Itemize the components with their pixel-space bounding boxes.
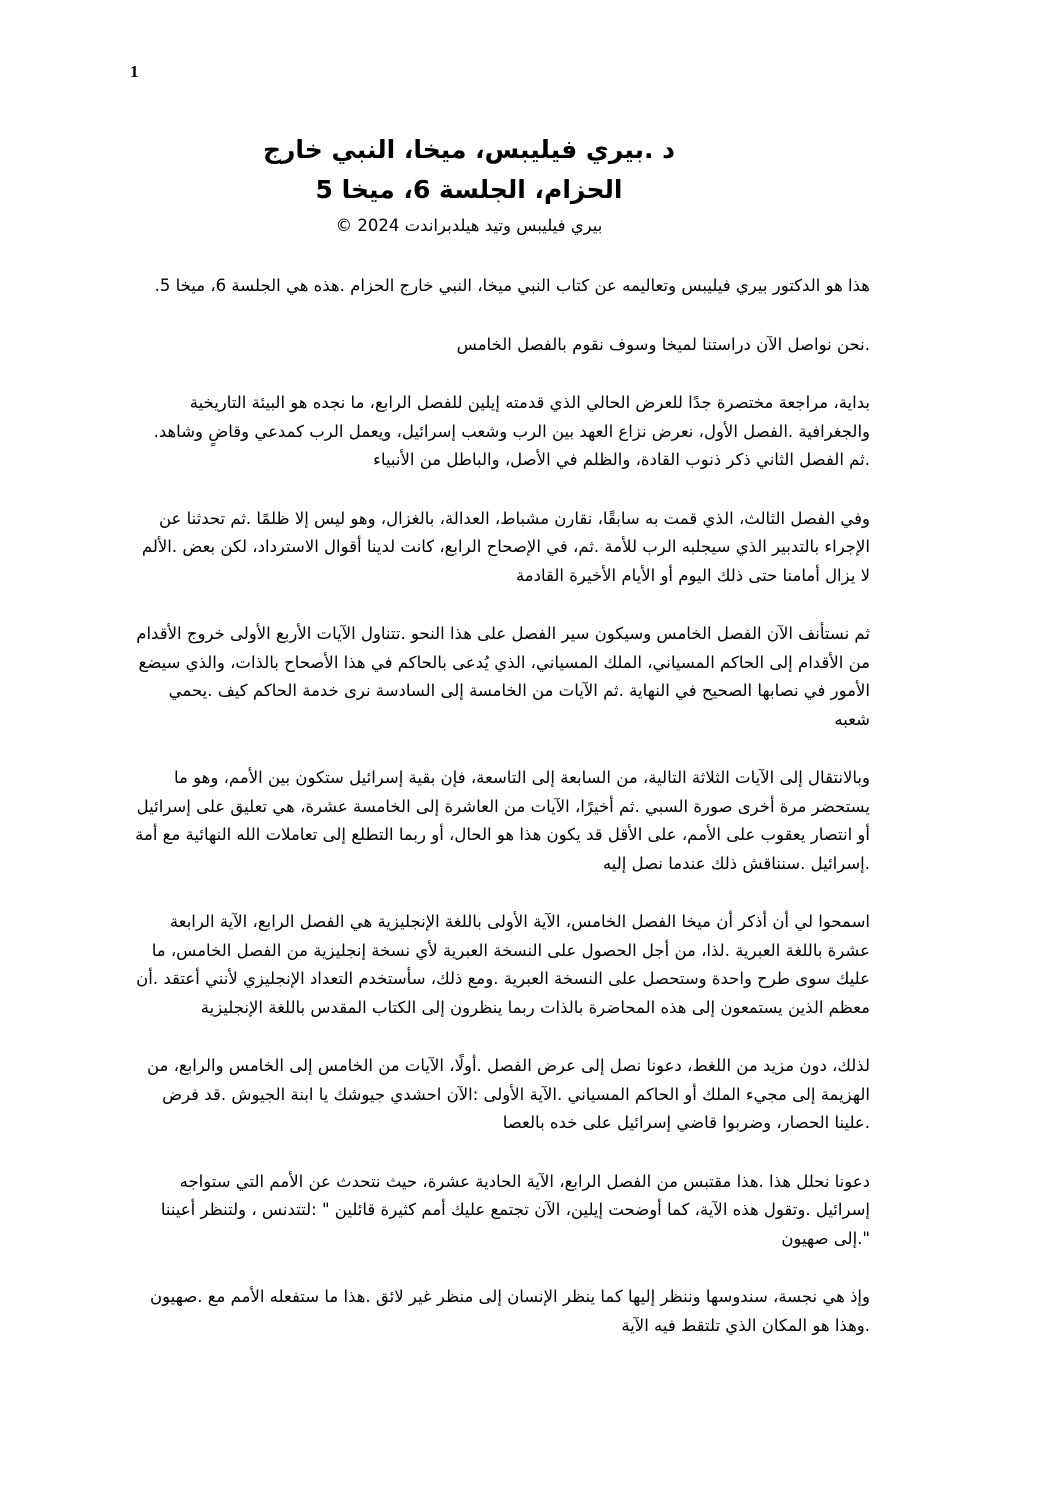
paragraph: دعونا نحلل هذا .هذا مقتبس من الفصل الرابع، الآية الحادية عشرة، حيث نتحدث عن الأمم التي ستواجه إسرائيل .وتقول هذه الآية، كما أوضحت إيلين، الآن تجتمع عليك أمم كثيرة قائلين " :لتتدنس ، ولتنظر أعيننا ".إلى صهيون [160,1171,870,1248]
paragraph: بداية، مراجعة مختصرة جدًا للعرض الحالي الذي قدمته إيلين للفصل الرابع، ما نجده هو البيئة التاريخية والجغرافية .الفصل الأول، نعرض نزاع العهد بين الرب وشعب إسرائيل، ويعمل الرب كمدعي وقاضٍ وشاهد. .ثم الفصل الثاني ذكر ذنوب القادة، والظلم في الأصل، والباطل من الأنبياء [153,393,870,469]
page-number: 1 [130,62,139,81]
paragraph: لذلك، دون مزيد من اللغط، دعونا نصل إلى عرض الفصل .أولًا، الآيات من الخامس إلى الخامس والرابع، من الهزيمة إلى مجيء الملك أو الحاكم المسياني .الآية الأولى :الآن احشدي جيوشك يا ابنة الجيوش .قد فرض .علينا الحصار، وضربوا قاضي إسرائيل على خده بالعصا [146,1056,870,1132]
paragraph: وبالانتقال إلى الآيات الثلاثة التالية، من السابعة إلى التاسعة، فإن بقية إسرائيل ستكون بين الأمم، وهو ما يستحضر مرة أخرى صورة السبي .ثم أخيرًا، الآيات من العاشرة إلى الخامسة عشرة، هي تعليق على إسرائيل أو انتصار يعقوب على الأمم، على الأقل قد يكون هذا هو الحال، أو ربما التطلع إلى تعاملات الله النهائية مع أمة .إسرائيل .سنناقش ذلك عندما نصل إليه [135,768,870,873]
paragraph: وفي الفصل الثالث، الذي قمت به سابقًا، نقارن مشباط، العدالة، بالغزال، وهو ليس إلا ظلمًا .ثم تحدثنا عن الإجراء بالتدبير الذي سيجلبه الرب للأمة .ثم، في الإصحاح الرابع، كانت لدينا أقوال الاسترداد، لكن بعض .الألم لا يزال أمامنا حتى ذلك اليوم أو الأيام الأخيرة القادمة [141,508,870,585]
paragraph: وإذ هي نجسة، سندوسها وننظر إليها كما ينظر الإنسان إلى منظر غير لائق .هذا ما ستفعله الأمم مع .صهيون .وهذا هو المكان الذي تلتقط فيه الآية [150,1287,870,1335]
paragraph: اسمحوا لي أن أذكر أن ميخا الفصل الخامس، الآية الأولى باللغة الإنجليزية هي الفصل الرابع، الآية الرابعة عشرة باللغة العبرية .لذا، من أجل الحصول على النسخة العبرية لأي نسخة إنجليزية من الفصل الخامس، ما عليك سوى طرح واحدة وستحصل على النسخة العبرية .ومع ذلك، سأستخدم التعداد الإنجليزي لأنني أعتقد .أن معظم الذين يستمعون إلى هذه المحاضرة بالذات ربما ينظرون إلى الكتاب المقدس باللغة الإنجليزية [136,912,870,1017]
paragraph: ثم نستأنف الآن الفصل الخامس وسيكون سير الفصل على هذا النحو .تتناول الآيات الأربع الأولى خروج الأقدام من الأقدام إلى الحاكم المسياني، الملك المسياني، الذي يُدعى بالحاكم في هذا الأصحاح بالذات، والذي سيضع الأمور في نصابها الصحيح في النهاية .ثم الآيات من الخامسة إلى السادسة نرى خدمة الحاكم كيف .يحمي شعبه [136,624,870,729]
paragraph: هذا هو الدكتور بيري فيليبس وتعاليمه عن كتاب النبي ميخا، النبي خارج الحزام .هذه هي الجلسة 6، ميخا 5. [154,276,870,295]
title-line-1: د .بيري فيليبس، ميخا، النبي خارج [263,135,675,164]
paragraph: .نحن نواصل الآن دراستنا لميخا وسوف نقوم بالفصل الخامس [456,334,870,354]
body-text [130,272,870,1370]
title-line-2: الحزام، الجلسة 6، ميخا 5 [315,175,623,204]
copyright-subtitle: بيري فيليبس وتيد هيلدبراندت 2024 © [335,216,603,235]
title-block [200,130,738,240]
